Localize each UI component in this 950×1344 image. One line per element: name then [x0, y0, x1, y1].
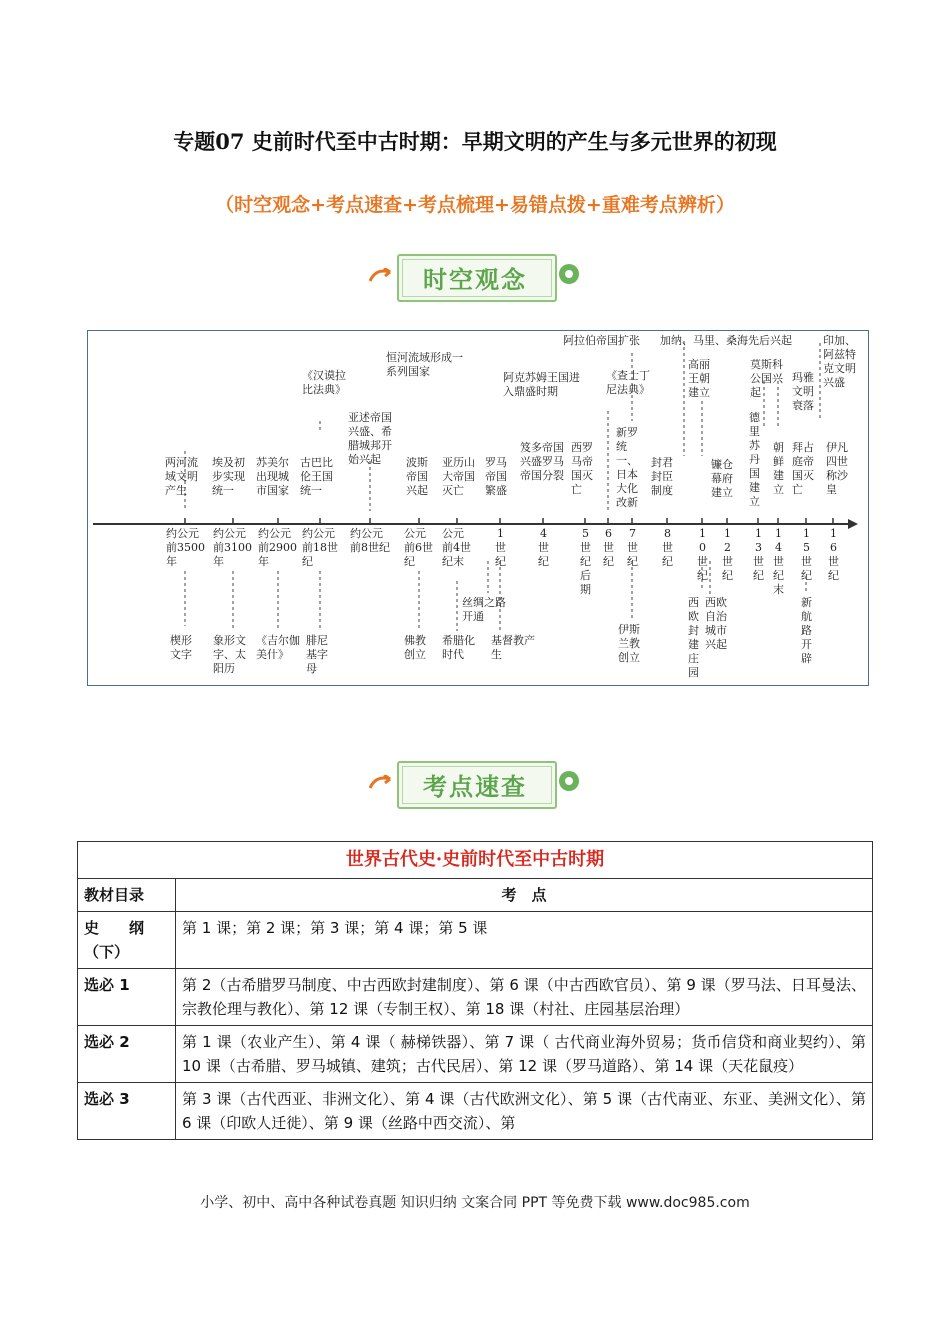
page-subtitle: （时空观念+考点速查+考点梳理+易错点拨+重难考点辨析） — [215, 194, 735, 216]
col-header-points: 考 点 — [176, 879, 873, 912]
timeline-event: 朝鲜建立 — [773, 441, 784, 496]
badge-label: 考点速查 — [423, 772, 527, 801]
timeline-date: 约公元前3500年 — [166, 527, 205, 568]
timeline-banner: 印加、阿兹特克文明兴盛 — [823, 334, 856, 389]
timeline-event: 封君封臣制度 — [651, 456, 673, 497]
timeline-date: 7世纪 — [627, 527, 638, 568]
timeline-date: 15世纪 — [801, 527, 812, 582]
row-name: 史 纲（下） — [78, 912, 176, 969]
table-row — [78, 1083, 873, 1140]
circle-icon — [559, 264, 579, 284]
row-name: 选必 2 — [78, 1026, 176, 1083]
timeline-event: 两河流域文明产生 — [165, 456, 198, 497]
timeline-event: 波斯帝国兴起 — [406, 456, 428, 497]
page-title: 专题07 史前时代至中古时期：早期文明的产生与多元世界的初现 — [173, 129, 777, 154]
timeline-date: 13世纪 — [753, 527, 764, 582]
timeline-bottom-event: 西欧封建庄园 — [688, 596, 699, 679]
timeline-event: 玛雅文明衰落 — [792, 371, 814, 412]
timeline-section-badge — [365, 250, 585, 304]
timeline-date: 5世纪后期 — [580, 527, 591, 596]
timeline-bottom-event: 楔形文字 — [170, 634, 192, 661]
timeline-bottom-event: 希腊化时代 — [442, 634, 475, 661]
row-content: 第 1 课（农业产生）、第 4 课（ 赫梯铁器）、第 7 课（ 古代商业海外贸易；货币信贷和商业契约）、第 10 课（古希腊、罗马城镇、建筑；古代民居）、第 12 课（罗马道路）、第 14 课（天花鼠疫） — [176, 1026, 873, 1083]
timeline-bottom-event: 《吉尔伽美什》 — [256, 634, 300, 661]
syllabus-table — [77, 841, 873, 1140]
timeline-date: 16世纪 — [828, 527, 839, 582]
row-content: 第 3 课（古代西亚、非洲文化）、第 4 课（古代欧洲文化）、第 5 课（古代南亚、东亚、美洲文化）、第 6 课（印欧人迁徙）、第 9 课（丝路中西交流）、第 — [176, 1083, 873, 1140]
timeline-bottom-event: 西欧自治城市兴起 — [705, 596, 727, 651]
timeline-event: 苏美尔出现城市国家 — [256, 456, 289, 497]
timeline-event: 莫斯科公国兴起 — [750, 358, 783, 399]
timeline-date: 6世纪 — [603, 527, 614, 568]
row-name: 选必 1 — [78, 969, 176, 1026]
table-heading: 世界古代史·史前时代至中古时期 — [78, 842, 873, 879]
timeline-date: 约公元前8世纪 — [350, 527, 390, 554]
timeline-banner: 阿拉伯帝国扩张 — [563, 334, 640, 347]
timeline-date: 公元前4世纪末 — [442, 527, 471, 568]
timeline-date: 约公元前2900年 — [258, 527, 297, 568]
timeline-bottom-event: 新航路开辟 — [801, 596, 812, 665]
circle-icon — [559, 771, 579, 791]
timeline-event: 拜占庭帝国灭亡 — [792, 441, 814, 496]
timeline-event: 亚历山大帝国灭亡 — [442, 456, 475, 497]
table-row — [78, 969, 873, 1026]
timeline-event: 新罗统一、日本大化改新 — [616, 426, 638, 509]
timeline-bottom-event: 象形文字、太阳历 — [213, 634, 246, 675]
timeline-event: 西罗马帝国灭亡 — [571, 441, 593, 496]
row-content: 第 2（古希腊罗马制度、中古西欧封建制度）、第 6 课（中古西欧官员）、第 9 课（罗马法、日耳曼法、宗教伦理与教化）、第 12 课（专制王权）、第 18 课（村社、庄园基层治理） — [176, 969, 873, 1026]
timeline-date: 10世纪 — [697, 527, 708, 582]
timeline-bottom-event: 伊斯兰教创立 — [618, 623, 640, 664]
col-header-textbook: 教材目录 — [78, 879, 176, 912]
timeline-event: 古巴比伦王国统一 — [300, 456, 333, 497]
timeline-event: 埃及初步实现统一 — [212, 456, 245, 497]
row-name: 选必 3 — [78, 1083, 176, 1140]
timeline-bottom-event: 腓尼基字母 — [306, 634, 328, 675]
timeline-event: 亚述帝国兴盛、希腊城邦开始兴起 — [348, 411, 392, 466]
timeline-date: 4世纪 — [538, 527, 549, 568]
timeline-event: 笈多帝国兴盛罗马帝国分裂 — [520, 441, 564, 482]
timeline-banner: 《汉谟拉比法典》 — [302, 369, 346, 396]
table-clip — [77, 841, 875, 1178]
timeline-date: 8世纪 — [662, 527, 673, 568]
timeline-event: 高丽王朝建立 — [688, 358, 710, 399]
timeline-banner: 加纳、马里、桑海先后兴起 — [660, 334, 792, 347]
timeline-banner: 《查士丁尼法典》 — [606, 369, 650, 396]
badge-label: 时空观念 — [423, 265, 527, 294]
timeline-date: 1世纪 — [495, 527, 506, 568]
table-row — [78, 1026, 873, 1083]
timeline-figure — [87, 330, 869, 686]
timeline-date: 12世纪 — [722, 527, 733, 582]
timeline-date: 公元前6世纪 — [404, 527, 433, 568]
timeline-bottom-event: 佛教创立 — [404, 634, 426, 661]
timeline-date: 约公元前18世纪 — [302, 527, 338, 568]
timeline-date: 约公元前3100年 — [213, 527, 252, 568]
timeline-event: 镰仓幕府建立 — [711, 458, 733, 499]
row-content: 第 1 课；第 2 课；第 3 课；第 4 课；第 5 课 — [176, 912, 873, 969]
timeline-event: 罗马帝国繁盛 — [485, 456, 507, 497]
quick-section-badge — [365, 757, 585, 811]
timeline-bottom-event: 基督教产生 — [491, 634, 535, 661]
timeline-event: 德里苏丹国建立 — [749, 411, 760, 508]
timeline-banner: 恒河流域形成一系列国家 — [386, 351, 463, 378]
table-row — [78, 912, 873, 969]
timeline-bottom-event: 丝绸之路开通 — [462, 596, 506, 623]
timeline-event: 伊凡四世称沙皇 — [826, 441, 848, 496]
timeline-banner: 阿克苏姆王国进入鼎盛时期 — [503, 371, 580, 398]
timeline-date: 14世纪末 — [773, 527, 784, 596]
page-footer: 小学、初中、高中各种试卷真题 知识归纳 文案合同 PPT 等免费下载 www.doc985.com — [200, 1195, 750, 1211]
